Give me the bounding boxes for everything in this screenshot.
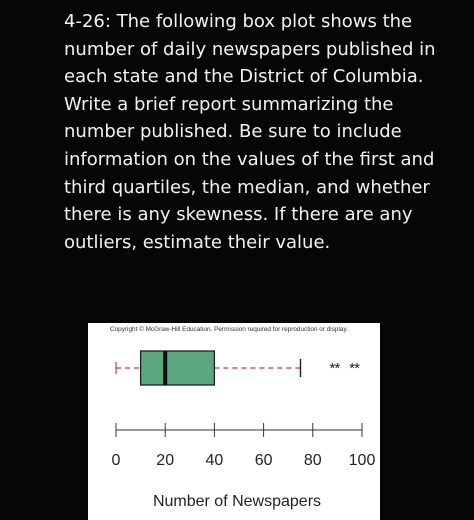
box-plot-chart <box>88 323 380 520</box>
outlier-marker: * <box>329 360 336 377</box>
question-text: 4-26: The following box plot shows the number of daily newspapers published in each state and the District of Columbia. Write a brief report summarizing the number published. Be sure to include information on the values of the first and third quartiles, the median, and whether there is any skewness. If there are any outliers, estimate their value. <box>64 11 436 253</box>
copyright-notice: Copyright © McGraw-Hill Education. Permission required for reproduction or display. <box>110 326 348 333</box>
x-axis <box>116 423 362 437</box>
x-tick-labels <box>112 452 376 469</box>
outlier-marker: * <box>354 360 361 377</box>
box <box>141 351 215 385</box>
interquartile-box <box>141 351 215 385</box>
x-tick-label: 0 <box>111 452 121 469</box>
outliers <box>330 360 361 377</box>
x-tick-label: 20 <box>156 452 175 469</box>
x-tick-label: 40 <box>205 452 224 469</box>
x-tick-label: 100 <box>348 452 376 469</box>
outlier-marker: * <box>334 360 341 377</box>
box-plot-figure <box>88 323 380 520</box>
x-tick-label: 80 <box>303 452 322 469</box>
x-tick-label: 60 <box>254 452 273 469</box>
outlier-marker: * <box>349 360 356 377</box>
x-axis-title: Number of Newspapers <box>152 493 322 510</box>
